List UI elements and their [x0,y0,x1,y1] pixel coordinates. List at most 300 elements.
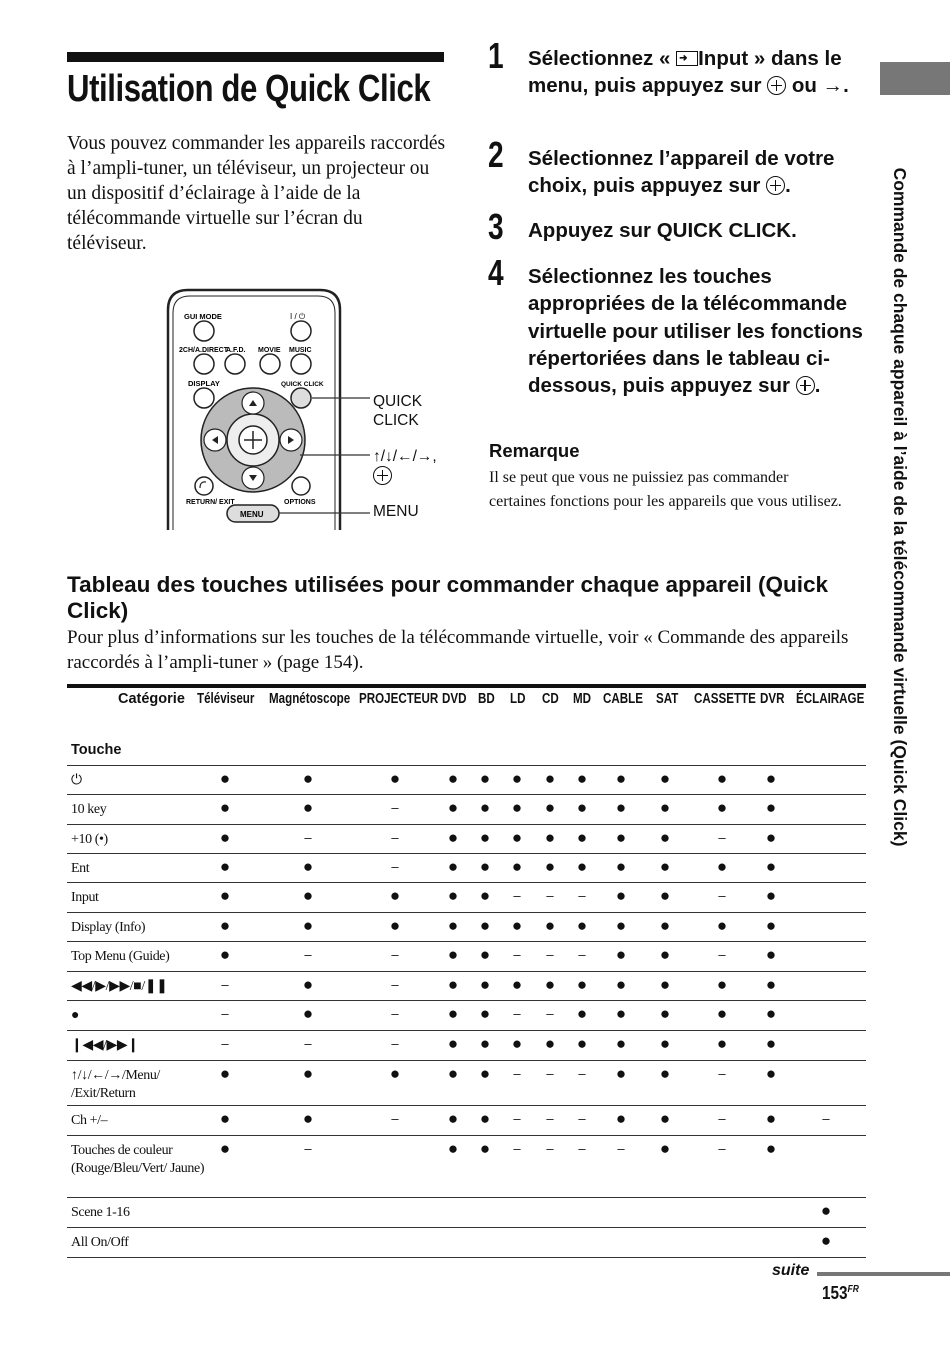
dash-mark: – [221,1036,229,1051]
cell-supported [712,859,732,877]
cell-unsupported [385,1036,405,1053]
cell-supported [540,1036,560,1054]
continued-label: suite [772,1262,810,1279]
step-text-part: Sélectionnez l’appareil de votre choix, puis appuyez sur [528,147,835,198]
filled-dot: ● [576,828,588,847]
dash-mark: – [822,1111,830,1126]
cell-unsupported [215,1036,235,1053]
row-label: Top Menu (Guide) [71,949,170,964]
dash-mark: – [391,1036,399,1051]
quick-click-callout: QUICK CLICK [373,393,423,429]
filled-dot: ● [659,798,671,817]
dash-mark: – [617,1141,625,1156]
continued-rule [817,1272,950,1276]
cell-unsupported [215,977,235,994]
cell-supported [215,830,235,848]
dash-mark: – [391,977,399,992]
cell-unsupported [712,1111,732,1128]
cell-supported [611,800,631,818]
cell-unsupported [712,1066,732,1083]
cell-supported [611,1066,631,1084]
filled-dot: ● [765,945,777,964]
step-text-part: Input » dans le menu, puis appuyez sur [528,47,842,98]
filled-dot: ● [447,975,459,994]
filled-dot: ● [302,886,314,905]
row-divider [67,912,866,913]
cell-supported [540,830,560,848]
cell-supported [655,830,675,848]
filled-dot: ● [302,769,314,788]
cell-unsupported [385,947,405,964]
row-label: +10 (•) [71,832,108,847]
cell-supported [298,918,318,936]
filled-dot: ● [615,1109,627,1128]
table-intro: Pour plus d’informations sur les touches de la télécommande virtuelle, voir « Commande des appareils raccordés à l’ampli-tuner » (page 154). [67,627,849,673]
filled-dot: ● [511,1034,523,1053]
filled-dot: ● [447,886,459,905]
step-text-part: . [814,374,821,398]
afd-button [225,354,245,374]
cell-unsupported [540,947,560,964]
dash-mark: – [513,1006,521,1021]
cell-supported [475,1036,495,1054]
page-number-value: 153 [822,1283,848,1303]
cell-supported [475,1066,495,1084]
cell-unsupported [298,947,318,964]
cell-supported [761,800,781,818]
step-text [528,263,873,399]
row-divider [67,1105,866,1106]
dash-mark: – [513,888,521,903]
display-button [194,388,214,408]
filled-dot: ● [765,916,777,935]
cell-supported [572,977,592,995]
cell-supported [712,1036,732,1054]
cell-supported [655,1006,675,1024]
filled-dot: ● [479,916,491,935]
step-text: Appuyez sur QUICK CLICK. [528,219,797,242]
cell-supported [385,918,405,936]
title-rule [67,52,444,62]
cell-unsupported [298,830,318,847]
dash-mark: – [578,1066,586,1081]
dash-mark: – [304,830,312,845]
column-header: Téléviseur [197,691,255,707]
dash-mark: – [718,1141,726,1156]
cell-supported [443,947,463,965]
filled-dot: ● [447,857,459,876]
filled-dot: ● [479,769,491,788]
cell-unsupported [507,947,527,964]
cell-supported [655,918,675,936]
cell-supported [761,830,781,848]
cell-supported [385,771,405,789]
cell-supported [761,1006,781,1024]
cell-unsupported [540,1141,560,1158]
cell-supported [475,830,495,848]
cell-supported [572,830,592,848]
filled-dot: ● [716,798,728,817]
cell-supported [761,859,781,877]
row-label: Scene 1-16 [71,1205,130,1220]
filled-dot: ● [219,886,231,905]
dash-mark: – [221,977,229,992]
dash-mark: – [578,1111,586,1126]
dash-mark: – [546,1066,554,1081]
cell-unsupported [572,1141,592,1158]
table-top-rule [67,684,866,688]
cell-unsupported [540,888,560,905]
filled-dot: ● [479,857,491,876]
filled-dot: ● [219,769,231,788]
filled-dot: ● [615,886,627,905]
filled-dot: ● [219,1109,231,1128]
filled-dot: ● [659,975,671,994]
row-label: Input [71,890,99,905]
dash-mark: – [546,1006,554,1021]
row-label: 10 key [71,802,107,817]
cell-supported [572,1036,592,1054]
step-text-part: . [785,174,791,198]
filled-dot: ● [615,857,627,876]
cell-supported [443,1006,463,1024]
cell-supported [572,859,592,877]
cell-supported [475,1111,495,1129]
category-label: Catégorie [118,691,185,707]
column-header: PROJECTEUR [359,691,439,707]
filled-dot: ● [302,916,314,935]
cell-supported [611,1111,631,1129]
cell-unsupported [385,800,405,817]
dash-mark: – [391,800,399,815]
remark-heading: Remarque [489,440,580,461]
filled-dot: ● [659,945,671,964]
filled-dot: ● [716,975,728,994]
quick-click-button [291,388,311,408]
column-header: DVD [442,691,467,707]
cell-supported [761,888,781,906]
filled-dot: ● [659,886,671,905]
row-divider [67,794,866,795]
filled-dot: ● [219,1139,231,1158]
cell-supported [655,1141,675,1159]
filled-dot: ● [716,916,728,935]
cell-supported [215,1066,235,1084]
step-text-part: ou →. [786,74,849,98]
cell-unsupported [572,1066,592,1083]
cell-supported [475,888,495,906]
filled-dot: ● [511,798,523,817]
filled-dot: ● [544,975,556,994]
filled-dot: ● [615,916,627,935]
cell-supported [385,1066,405,1084]
cell-supported [507,830,527,848]
page-number [822,1283,859,1304]
filled-dot: ● [219,828,231,847]
cell-unsupported [712,1141,732,1158]
svg-text:OPTIONS: OPTIONS [284,499,316,506]
filled-dot: ● [544,857,556,876]
cell-unsupported [298,1141,318,1158]
cell-supported [611,888,631,906]
svg-text:MUSIC: MUSIC [289,347,312,354]
filled-dot: ● [302,798,314,817]
column-header: MD [573,691,592,707]
cell-supported [655,1111,675,1129]
cell-supported [761,771,781,789]
filled-dot: ● [716,857,728,876]
cell-unsupported [540,1111,560,1128]
filled-dot: ● [479,886,491,905]
cell-supported [443,771,463,789]
dash-mark: – [546,888,554,903]
dash-mark: – [513,1111,521,1126]
row-label: Ch +/– [71,1113,108,1128]
cell-unsupported [507,1111,527,1128]
filled-dot: ● [576,798,588,817]
cell-supported [507,771,527,789]
filled-dot: ● [765,1139,777,1158]
cell-supported [443,977,463,995]
cell-unsupported [540,1066,560,1083]
cell-supported [443,1066,463,1084]
cell-supported [611,918,631,936]
power-button [291,321,311,341]
cell-unsupported [540,1006,560,1023]
intro-paragraph: Vous pouvez commander les appareils raccordés à l’ampli-tuner, un téléviseur, un projecteur ou un dispositif d’éclairage à l’aide de la télécommande virtuelle sur l’écran du téléviseur. [67,133,446,254]
svg-text:GUI MODE: GUI MODE [184,312,222,321]
filled-dot: ● [302,975,314,994]
cell-supported [655,1036,675,1054]
cell-supported [761,1066,781,1084]
side-tab-marker [880,62,950,95]
cell-supported [475,771,495,789]
side-tab-label [889,112,911,902]
cell-unsupported [507,1066,527,1083]
filled-dot: ● [479,1139,491,1158]
row-divider [67,1227,866,1228]
row-divider [67,1135,866,1136]
step-number: 3 [488,206,504,247]
step-number: 1 [488,35,504,76]
filled-dot: ● [511,828,523,847]
cell-supported [572,1006,592,1024]
cell-supported [611,859,631,877]
row-divider [67,1060,866,1061]
filled-dot: ● [447,1034,459,1053]
filled-dot: ● [576,1034,588,1053]
row-divider [67,1257,866,1258]
row-divider [67,882,866,883]
filled-dot: ● [302,1064,314,1083]
filled-dot: ● [765,1004,777,1023]
cell-supported [215,918,235,936]
row-label: ↑/↓/←/→/Menu/ /Exit/Return [71,1068,160,1101]
filled-dot: ● [389,769,401,788]
svg-text:MENU: MENU [240,510,264,519]
column-header: SAT [656,691,679,707]
cell-supported [215,1111,235,1129]
filled-dot: ● [447,945,459,964]
filled-dot: ● [820,1201,832,1220]
return-exit-button [195,477,213,495]
enter-icon [796,376,815,395]
step-number: 2 [488,134,504,175]
filled-dot: ● [765,1109,777,1128]
cell-supported [215,947,235,965]
cell-supported [540,800,560,818]
filled-dot: ● [615,945,627,964]
filled-dot: ● [716,1004,728,1023]
cell-supported [507,859,527,877]
cell-supported [611,977,631,995]
cell-supported [475,800,495,818]
filled-dot: ● [479,1034,491,1053]
cell-supported [298,1111,318,1129]
cell-supported [655,977,675,995]
cell-supported [572,771,592,789]
cell-supported [215,859,235,877]
column-header: BD [478,691,495,707]
dash-mark: – [546,947,554,962]
cell-unsupported [712,830,732,847]
row-divider [67,941,866,942]
filled-dot: ● [219,857,231,876]
options-button [292,477,310,495]
cell-supported [507,800,527,818]
step-text-part: Sélectionnez les touches appropriées de la télécommande virtuelle pour utiliser les fonctions répertoriées dans le tableau ci-dessous, puis appuyez sur [528,265,863,398]
cell-supported [572,800,592,818]
filled-dot: ● [479,975,491,994]
filled-dot: ● [576,916,588,935]
step-text [528,45,873,100]
cell-supported [611,771,631,789]
filled-dot: ● [219,1064,231,1083]
filled-dot: ● [389,886,401,905]
filled-dot: ● [615,769,627,788]
table-title: Tableau des touches utilisées pour commander chaque appareil (Quick Click) [67,572,829,623]
cell-supported [507,977,527,995]
dash-mark: – [578,947,586,962]
cell-unsupported [507,888,527,905]
filled-dot: ● [659,1034,671,1053]
filled-dot: ● [765,1064,777,1083]
row-divider [67,971,866,972]
filled-dot: ● [479,1004,491,1023]
cell-supported [215,800,235,818]
key-label: Touche [71,742,122,758]
column-header: Magnétoscope [269,691,351,707]
cell-unsupported [572,1111,592,1128]
cell-supported [475,1006,495,1024]
menu-callout: MENU [373,503,419,520]
cell-unsupported [298,1036,318,1053]
dash-mark: – [391,1006,399,1021]
cell-supported [298,771,318,789]
filled-dot: ● [447,916,459,935]
row-divider [67,1197,866,1198]
cell-supported [761,947,781,965]
filled-dot: ● [389,1064,401,1083]
row-label: Ent [71,861,90,876]
cell-supported [540,771,560,789]
filled-dot: ● [716,769,728,788]
cell-unsupported [385,1111,405,1128]
cell-supported [475,918,495,936]
filled-dot: ● [511,769,523,788]
filled-dot: ● [479,945,491,964]
row-divider [67,765,866,766]
filled-dot: ● [765,769,777,788]
cell-unsupported [507,1141,527,1158]
cell-unsupported [507,1006,527,1023]
filled-dot: ● [659,1139,671,1158]
cell-supported [443,1141,463,1159]
filled-dot: ● [576,769,588,788]
cell-unsupported [712,888,732,905]
cell-supported [443,918,463,936]
filled-dot: ● [302,1004,314,1023]
input-icon: ➜ [676,51,698,66]
filled-dot: ● [219,945,231,964]
filled-dot: ● [479,798,491,817]
filled-dot: ● [765,828,777,847]
filled-dot: ● [659,1109,671,1128]
cell-supported [215,888,235,906]
row-label: ❙◀◀/▶▶❙ [71,1038,139,1053]
filled-dot: ● [659,1004,671,1023]
side-tab-text: Commande de chaque appareil à l’aide de la télécommande virtuelle (Quick Click) [890,167,910,847]
gui-mode-button [194,321,214,341]
svg-text:2CH/A.DIRECT: 2CH/A.DIRECT [179,347,229,354]
column-header: DVR [760,691,785,707]
cell-supported [475,1141,495,1159]
cell-supported [507,918,527,936]
dash-mark: – [718,1066,726,1081]
filled-dot: ● [511,916,523,935]
cell-supported [507,1036,527,1054]
remark-body: Il se peut que vous ne puissiez pas commander certaines fonctions pour les appareils que vous utilisez. [489,469,842,510]
cell-supported [443,800,463,818]
filled-dot: ● [302,1109,314,1128]
cell-unsupported [816,1111,836,1128]
dash-mark: – [391,947,399,962]
cell-supported [712,800,732,818]
cell-supported [298,859,318,877]
row-label: Display (Info) [71,920,146,935]
cell-supported [712,771,732,789]
cell-supported [816,1203,836,1221]
dash-mark: – [391,1111,399,1126]
2ch-adirect-button [194,354,214,374]
cell-supported [761,1141,781,1159]
cell-supported [443,1036,463,1054]
cell-supported [761,1111,781,1129]
dash-mark: – [718,947,726,962]
cell-supported [298,800,318,818]
step-number: 4 [488,252,504,293]
enter-icon [373,466,392,485]
filled-dot: ● [302,857,314,876]
filled-dot: ● [447,1004,459,1023]
filled-dot: ● [479,828,491,847]
filled-dot: ● [479,1064,491,1083]
cell-supported [712,977,732,995]
filled-dot: ● [576,1004,588,1023]
music-button [291,354,311,374]
filled-dot: ● [479,1109,491,1128]
column-header: ÉCLAIRAGE [796,691,865,707]
